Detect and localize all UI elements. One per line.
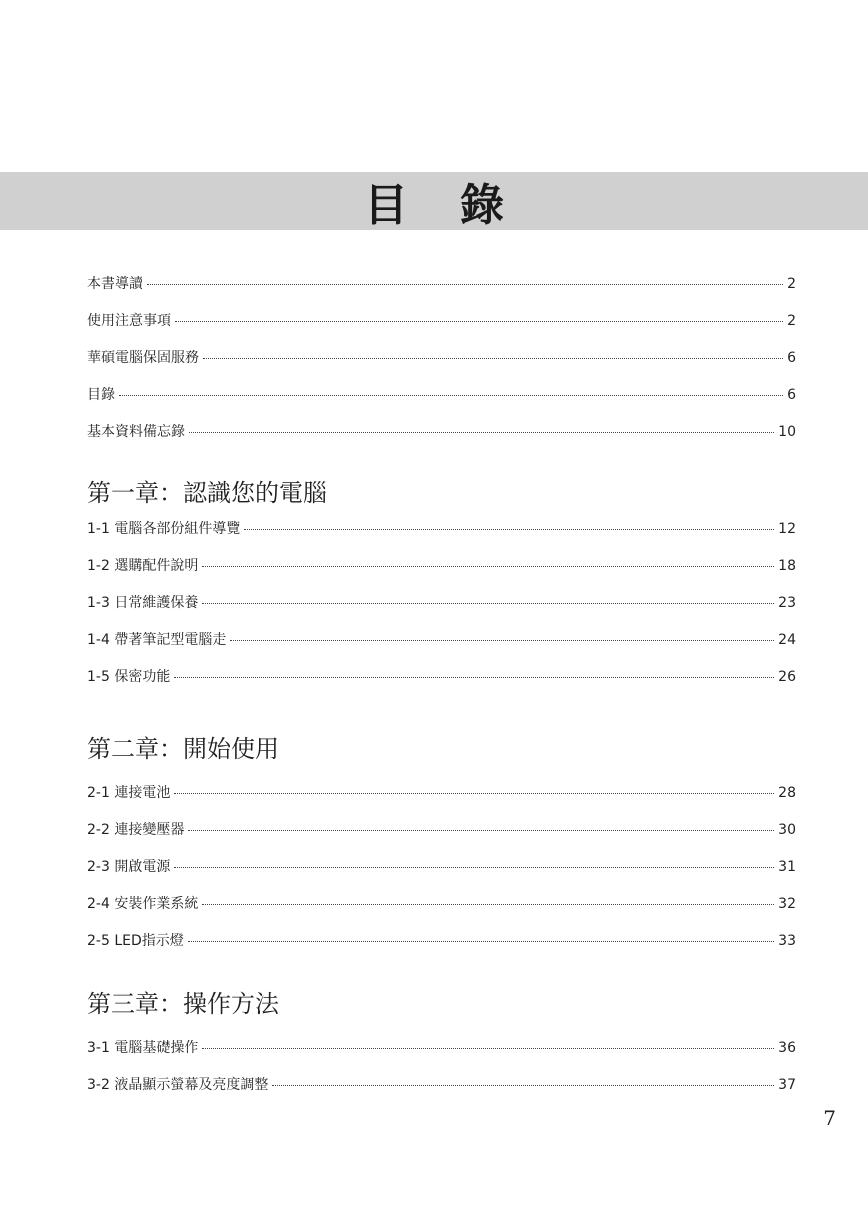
toc-entry[interactable] <box>87 1022 796 1059</box>
toc-entry[interactable] <box>87 767 796 804</box>
toc-entry-page: 12 <box>778 521 796 537</box>
toc-entry-label: 華碩電腦保固服務 <box>87 350 199 366</box>
toc-entry-page: 28 <box>778 785 796 801</box>
front-matter-list <box>87 258 796 443</box>
toc-entry-label: 本書導讀 <box>87 276 143 292</box>
toc-entry-page: 18 <box>778 558 796 574</box>
dot-leader <box>202 603 774 604</box>
toc-entry[interactable] <box>87 614 796 651</box>
dot-leader <box>175 321 783 322</box>
dot-leader <box>174 793 774 794</box>
toc-entry-page: 26 <box>778 669 796 685</box>
toc-entry-page: 32 <box>778 896 796 912</box>
toc-entry-label: 1-3 日常維護保養 <box>87 595 199 611</box>
toc-entry-label: 1-4 帶著筆記型電腦走 <box>87 632 227 648</box>
chapter-2-list <box>87 767 796 952</box>
dot-leader <box>188 941 774 942</box>
toc-entry[interactable] <box>87 878 796 915</box>
toc-entry[interactable] <box>87 651 796 688</box>
toc-entry-label: 2-1 連接電池 <box>87 785 171 801</box>
toc-entry[interactable] <box>87 406 796 443</box>
toc-entry-label: 目錄 <box>87 387 115 403</box>
dot-leader <box>203 358 783 359</box>
toc-entry[interactable] <box>87 915 796 952</box>
dot-leader <box>189 432 774 433</box>
toc-entry-label: 2-2 連接變壓器 <box>87 822 185 838</box>
dot-leader <box>119 395 783 396</box>
toc-entry-page: 6 <box>787 350 796 366</box>
toc-entry[interactable] <box>87 804 796 841</box>
toc-entry[interactable] <box>87 295 796 332</box>
toc-entry-page: 31 <box>778 859 796 875</box>
dot-leader <box>202 1048 774 1049</box>
toc-entry-page: 37 <box>778 1077 796 1093</box>
toc-entry-label: 2-5 LED指示燈 <box>87 933 184 949</box>
toc-entry-page: 2 <box>787 276 796 292</box>
chapter-1-list <box>87 503 796 688</box>
chapter-heading: 第三章：操作方法 <box>87 990 279 1018</box>
dot-leader <box>174 867 774 868</box>
dot-leader <box>202 566 774 567</box>
toc-entry[interactable] <box>87 503 796 540</box>
toc-entry[interactable] <box>87 332 796 369</box>
toc-entry-label: 2-3 開啟電源 <box>87 859 171 875</box>
toc-entry-label: 2-4 安裝作業系統 <box>87 896 199 912</box>
toc-entry-label: 3-1 電腦基礎操作 <box>87 1040 199 1056</box>
toc-entry-label: 1-1 電腦各部份組件導覽 <box>87 521 241 537</box>
toc-entry-label: 基本資料備忘錄 <box>87 424 185 440</box>
toc-entry[interactable] <box>87 577 796 614</box>
title-band <box>0 172 868 230</box>
toc-entry[interactable] <box>87 258 796 295</box>
chapter-heading: 第二章：開始使用 <box>87 735 279 763</box>
dot-leader <box>244 529 774 530</box>
toc-entry-page: 24 <box>778 632 796 648</box>
toc-entry-label: 使用注意事項 <box>87 313 171 329</box>
toc-entry-page: 33 <box>778 933 796 949</box>
dot-leader <box>174 677 774 678</box>
toc-entry-page: 6 <box>787 387 796 403</box>
chapter-3-list <box>87 1022 796 1096</box>
toc-entry-page: 2 <box>787 313 796 329</box>
dot-leader <box>272 1085 774 1086</box>
toc-entry-page: 23 <box>778 595 796 611</box>
toc-entry-label: 3-2 液晶顯示螢幕及亮度調整 <box>87 1077 269 1093</box>
toc-entry-page: 36 <box>778 1040 796 1056</box>
page-title: 目錄 <box>364 180 556 231</box>
dot-leader <box>202 904 774 905</box>
toc-entry[interactable] <box>87 841 796 878</box>
toc-entry-label: 1-2 選購配件說明 <box>87 558 199 574</box>
toc-entry-page: 10 <box>778 424 796 440</box>
dot-leader <box>230 640 774 641</box>
toc-entry-label: 1-5 保密功能 <box>87 669 171 685</box>
page-number: 7 <box>823 1106 836 1130</box>
dot-leader <box>147 284 783 285</box>
toc-entry-page: 30 <box>778 822 796 838</box>
dot-leader <box>188 830 774 831</box>
toc-entry[interactable] <box>87 540 796 577</box>
chapter-heading: 第一章：認識您的電腦 <box>87 479 327 507</box>
toc-entry[interactable] <box>87 1059 796 1096</box>
toc-entry[interactable] <box>87 369 796 406</box>
